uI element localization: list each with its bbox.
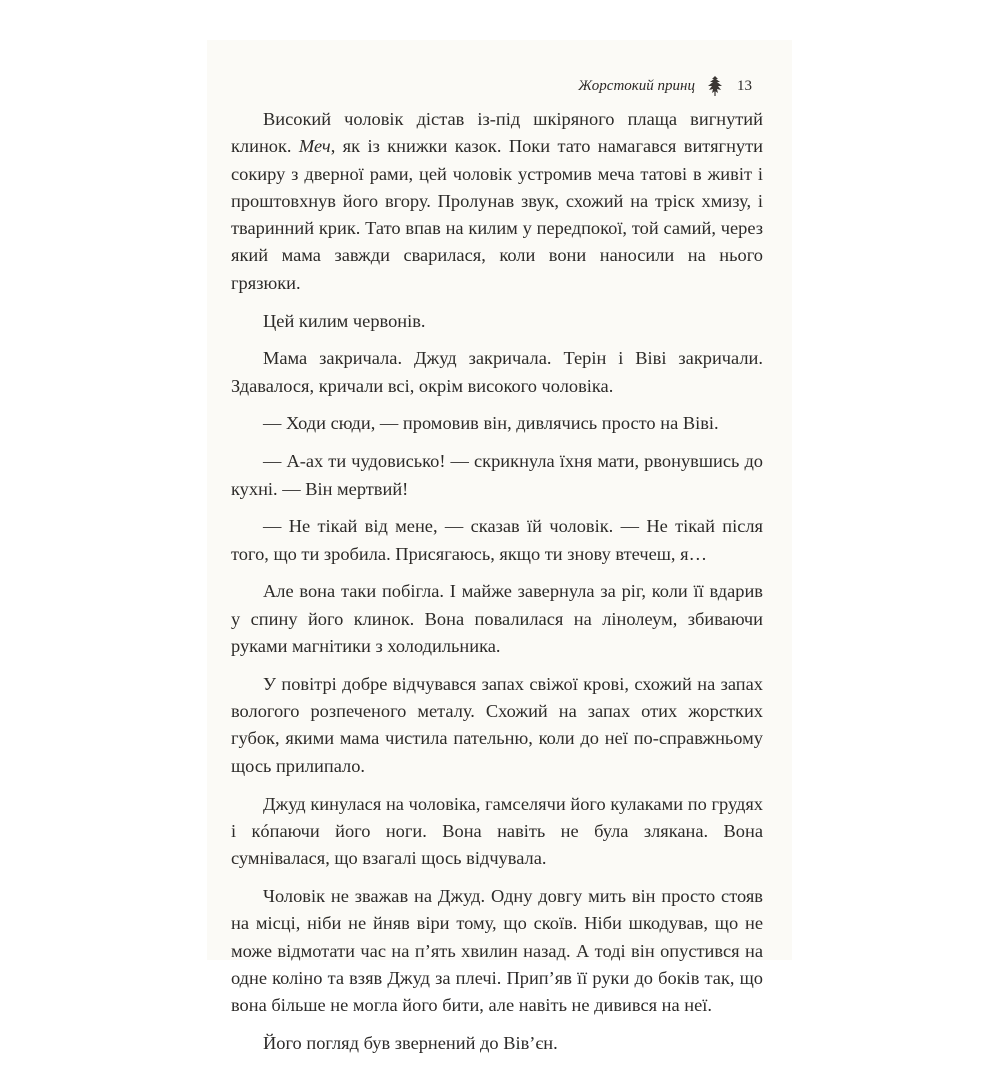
paragraph: — Не тікай від мене, — сказав їй чоловік. — Не тікай після того, що ти зробила. Присягаюсь, якщо ти знову втечеш, я… <box>231 516 763 564</box>
paragraph: Але вона таки побігла. І майже завернула за ріг, коли її вдарив у спину його клинок. Вона повалилася на лінолеум, збиваючи руками магнітики з холодильника. <box>231 581 763 657</box>
paragraph: Високий чоловік дістав із-під шкіряного плаща вигнутий клинок. Меч, як із книжки казок. Поки тато намагався витягнути сокиру з дверної рами, цей чоловік устромив меча татові в живіт і проштовхнув його вгору. Пролунав звук, схожий на тріск хмизу, і тваринний крик. Тато впав на килим у передпокої, той самий, через який мама завжди сварилася, коли вони наносили на нього грязюки. <box>231 109 763 293</box>
page-number: 13 <box>737 77 752 94</box>
paragraph: — Ходи сюди, — промовив він, дивлячись просто на Віві. <box>263 413 719 434</box>
running-header <box>578 74 752 98</box>
paragraph: Чоловік не зважав на Джуд. Одну довгу мить він просто стояв на місці, ніби не йняв віри тому, що скоїв. Ніби шкодував, що не може відмотати час на п’ять хвилин назад. А тоді він опустився на одне коліно та взяв Джуд за плечі. Прип’яв її руки до боків так, що вона більше не могла його бити, але навіть не дивився на неї. <box>231 885 763 1016</box>
pinecone-icon <box>703 74 727 98</box>
paragraph: У повітрі добре відчувався запах свіжої крові, схожий на запах вологого розпеченого металу. Схожий на запах отих жорстких губок, якими мама чистила пательню, коли до неї по-справжньому щось прилипало. <box>231 673 763 776</box>
running-title: Жорстокий принц <box>578 77 695 94</box>
paragraph: — А-ах ти чудовисько! — скрикнула їхня мати, рвонувшись до кухні. — Він мертвий! <box>231 451 763 499</box>
body-text <box>231 106 763 1068</box>
emphasis-word: Меч <box>298 136 331 157</box>
book-page <box>207 40 792 1053</box>
paragraph: Цей килим червонів. <box>263 310 426 331</box>
paragraph: Джуд кинулася на чоловіка, гамселячи його кулаками по грудях і кóпаючи його ноги. Вона навіть не була злякана. Вона сумнівалася, що взагалі щось відчувала. <box>231 793 763 869</box>
paragraph: Його погляд був звернений до Вів’єн. <box>263 1032 558 1053</box>
paragraph: Мама закричала. Джуд закричала. Терін і Віві закричали. Здавалося, кричали всі, окрім високого чоловіка. <box>231 348 763 396</box>
